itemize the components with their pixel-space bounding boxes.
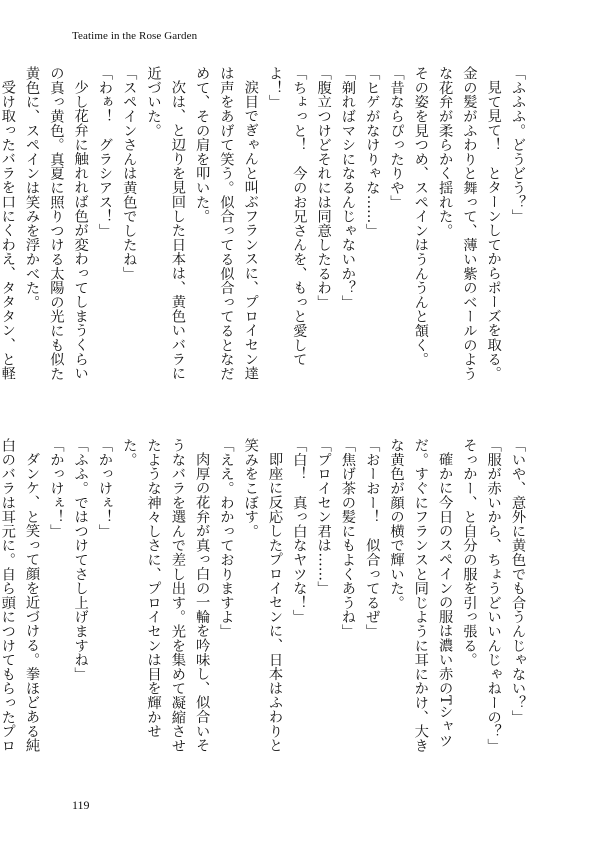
running-header: Teatime in the Rose Garden	[72, 30, 198, 42]
paragraph: 「プロイセン君は……」	[315, 438, 332, 596]
paragraph: 「スペインさんは黄色でしたね」	[121, 66, 138, 281]
paragraph: 見て見て！ とターンしてからポーズを取る。金の髪がふわりと舞って、薄い紫のベールのような花弁が柔らかく揺れた。	[437, 66, 502, 381]
paragraph: 「白！ 真っ白なヤツな！」	[291, 438, 308, 624]
paragraph: 涙目でぎゃんと叫ぶフランスに、プロイセン達は声をあげて笑う。似合ってる似合ってるとなだめて、その肩を叩いた。	[194, 66, 259, 381]
paragraph: 即座に反応したプロイセンに、日本はふわりと笑みをこぼす。	[242, 438, 284, 753]
paragraph: 「ええ。わかっておりますよ」	[218, 438, 235, 639]
paragraph: 「昔ならぴったりや」	[388, 66, 405, 209]
paragraph: 「ちょっと！ 今のお兄さんを、もっと愛してよ！」	[267, 66, 308, 367]
paragraph: 「かっけぇ！」	[96, 438, 113, 539]
text-block-top	[0, 66, 530, 392]
paragraph: 肉厚の花弁が真っ白の一輪を吟味し、似合いそうなバラを選んで差し出す。光を集めて凝縮させたような神々しさに、プロイセンは目を輝かせた。	[121, 438, 211, 753]
paragraph: 次は、と辺りを見回した日本は、黄色いバラに近づいた。	[145, 66, 186, 381]
paragraph: その姿を見つめ、スペインはうんうんと頷く。	[412, 66, 429, 367]
paragraph: 「ヒゲがなけりゃな……」	[364, 66, 381, 238]
paragraph: 「おーおー！ 似合ってるぜ」	[364, 438, 381, 639]
paragraph: 「焦げ茶の髪にもよくあうね」	[339, 438, 356, 639]
paragraph: 「いや、意外に黄色でも合うんじゃない？」	[510, 438, 526, 724]
paragraph: ダンケ、と笑って顔を近づける。拳ほどある純白のバラは耳元に。自ら頭につけてもらったプロ	[0, 438, 41, 753]
paragraph: 「ふふふ。どうどう？」	[510, 66, 526, 224]
paragraph: 「かっけぇ！」	[48, 438, 65, 539]
paragraph: 「わぁ！ グラシアス！」	[96, 66, 113, 238]
paragraph: そっかー、と自分の服を引っ張る。	[461, 438, 478, 667]
paragraph: 「腹立つけどそれには同意したるわ」	[315, 66, 332, 310]
text-block-bottom	[0, 438, 530, 764]
paragraph: 少し花弁に触れれば色が変わってしまうくらいの真っ黄色。真夏に照りつける太陽の光にも似た黄色に、スペインは笑みを浮かべた。	[24, 66, 89, 381]
paragraph: 「服が赤いから、ちょうどいいんじゃねーの？」	[485, 438, 502, 753]
page-number: 119	[72, 798, 90, 812]
paragraph: 「ふふ。ではつけてさし上げますね」	[72, 438, 89, 682]
paragraph: 受け取ったバラを口にくわえ、タタタン、と軽	[0, 80, 16, 381]
paragraph: 「剃ればマシになるんじゃないか？」	[339, 66, 356, 310]
paragraph: 確かに今日のスペインの服は濃い赤のTシャツだ。すぐにフランスと同じように耳にかけ、大きな黄色が顔の横で輝いた。	[388, 438, 454, 753]
